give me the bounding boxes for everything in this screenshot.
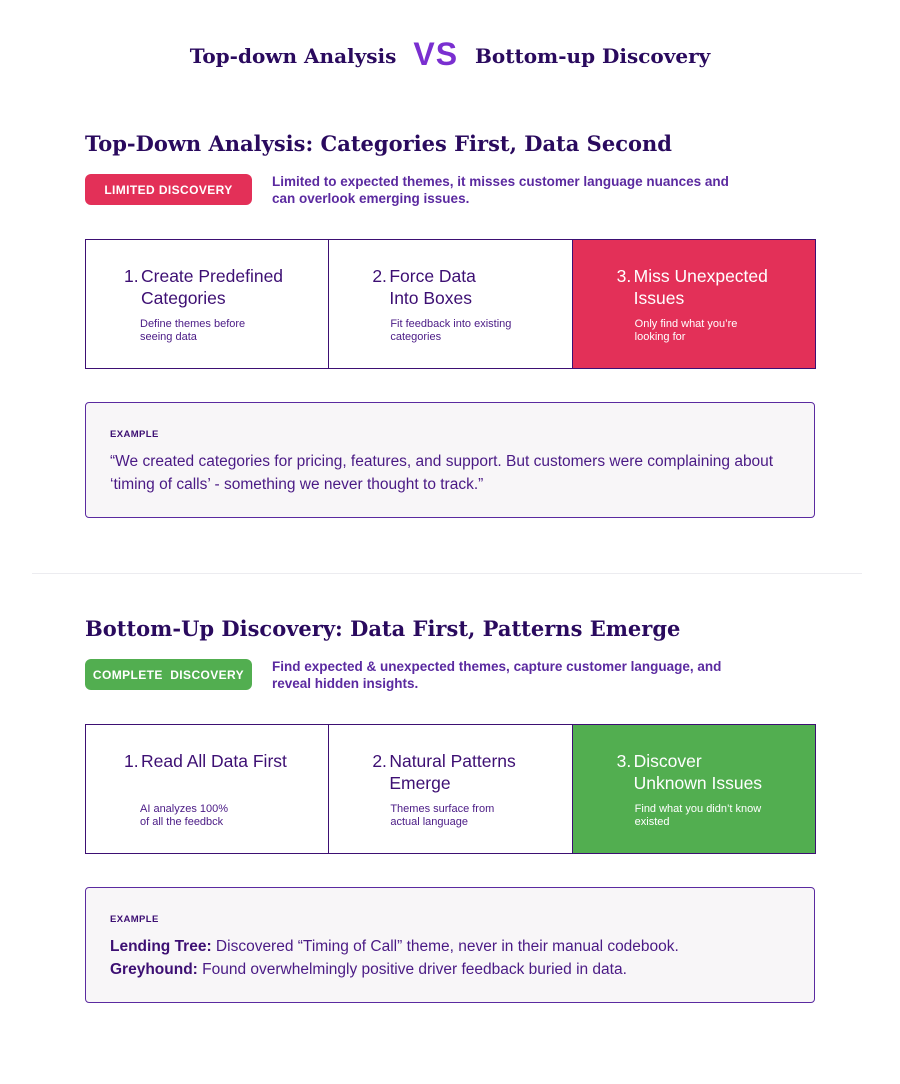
step-card xyxy=(328,240,571,368)
step-title: Read All Data First xyxy=(141,751,287,771)
step-subtitle: Fit feedback into existing categories xyxy=(390,318,512,343)
step-subtitle: Define themes before seeing data xyxy=(140,318,246,343)
section-description: Find expected & unexpected themes, capture customer language, and reveal hidden insights. xyxy=(272,659,722,691)
company-name: Lending Tree: xyxy=(110,938,212,955)
step-title: Force Data Into Boxes xyxy=(389,266,476,308)
example-quote: “We created categories for pricing, features, and support. But customers were complaining about ‘timing of calls’ - something we never thought to track.” xyxy=(110,453,774,493)
step-subtitle: AI analyzes 100% of all the feedbck xyxy=(140,803,229,828)
section-description: Limited to expected themes, it misses customer language nuances and can overlook emerging issues. xyxy=(272,174,729,206)
steps-row xyxy=(85,724,816,854)
example-item xyxy=(110,958,780,981)
company-name: Greyhound: xyxy=(110,961,198,978)
step-card-highlight xyxy=(572,240,815,368)
example-box xyxy=(85,402,815,518)
step-title: Create Predefined Categories xyxy=(141,266,284,308)
example-box xyxy=(85,887,815,1003)
vs-label: VS xyxy=(413,36,459,72)
example-list xyxy=(110,935,780,981)
step-number: 3. xyxy=(616,266,632,286)
section-title: Top-Down Analysis: Categories First, Data Second xyxy=(85,131,672,156)
step-card xyxy=(328,725,571,853)
step-card-highlight xyxy=(572,725,815,853)
title-left: Top-down Analysis xyxy=(189,44,397,68)
step-number: 1. xyxy=(124,751,139,771)
step-card xyxy=(86,725,328,853)
step-title: Natural Patterns Emerge xyxy=(389,751,516,793)
step-subtitle: Themes surface from actual language xyxy=(390,803,495,828)
step-subtitle: Find what you didn’t know existed xyxy=(634,803,762,828)
title-right: Bottom-up Discovery xyxy=(475,44,711,68)
step-title: Miss Unexpected Issues xyxy=(633,266,768,308)
step-number: 3. xyxy=(616,751,632,771)
step-title: Discover Unknown Issues xyxy=(633,751,763,793)
example-detail: Discovered “Timing of Call” theme, never in their manual codebook. xyxy=(211,938,679,955)
example-label: EXAMPLE xyxy=(110,914,159,925)
section-title: Bottom-Up Discovery: Data First, Patterns Emerge xyxy=(85,616,681,641)
step-number: 1. xyxy=(124,266,139,286)
step-subtitle: Only find what you’re looking for xyxy=(634,318,738,343)
step-card xyxy=(86,240,328,368)
steps-row xyxy=(85,239,816,369)
page-title xyxy=(0,34,900,71)
step-number: 2. xyxy=(372,751,387,771)
limited-discovery-badge: LIMITED DISCOVERY xyxy=(85,174,252,205)
complete-discovery-badge: COMPLETE DISCOVERY xyxy=(85,659,252,690)
step-number: 2. xyxy=(372,266,387,286)
section-divider xyxy=(32,573,862,574)
example-detail: Found overwhelmingly positive driver feedback buried in data. xyxy=(197,961,627,978)
example-item xyxy=(110,935,780,958)
example-label: EXAMPLE xyxy=(110,429,159,440)
